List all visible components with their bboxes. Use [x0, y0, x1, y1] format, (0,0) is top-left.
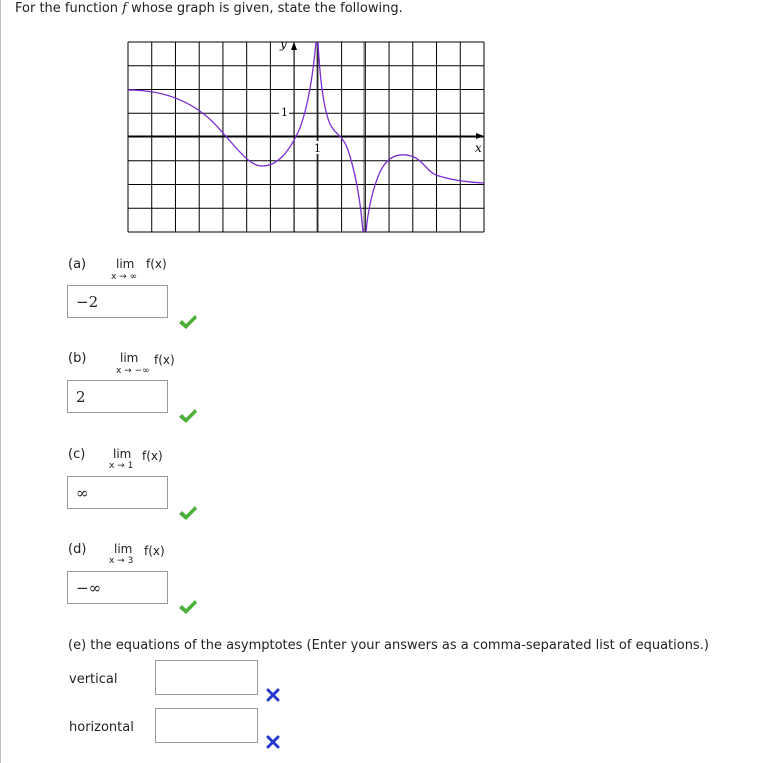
- correct-check-icon: [178, 505, 198, 521]
- part-c-answer-field[interactable]: ∞: [67, 476, 168, 509]
- correct-check-icon: [178, 408, 198, 424]
- part-a-answer-field[interactable]: −2: [67, 285, 168, 318]
- part-b-label: (b): [68, 351, 87, 366]
- part-a-limit: lim x → ∞ f(x): [111, 257, 167, 282]
- incorrect-cross-icon: [266, 688, 280, 702]
- x-axis: [128, 133, 484, 139]
- part-d-answer-field[interactable]: −∞: [67, 571, 168, 604]
- vertical-label: vertical: [69, 672, 118, 687]
- part-b-limit: lim x → −∞ f(x): [116, 351, 175, 376]
- part-d-limit: lim x → 3 f(x): [109, 542, 165, 566]
- problem-prompt: For the function f whose graph is given, state the following.: [15, 1, 403, 16]
- x-axis-arrow-icon: [476, 133, 484, 139]
- curve-left-branch: [128, 42, 316, 166]
- correct-check-icon: [178, 314, 198, 330]
- part-c-limit: lim x → 1 f(x): [109, 447, 163, 471]
- y-axis-arrow-icon: [291, 42, 297, 50]
- x-tick-label: 1: [314, 142, 321, 155]
- graph-grid: [128, 42, 484, 232]
- horizontal-asymptote-input[interactable]: [155, 708, 258, 743]
- part-c-label: (c): [68, 447, 86, 462]
- horizontal-label: horizontal: [69, 720, 134, 735]
- part-a-label: (a): [68, 257, 87, 272]
- vertical-asymptote-input[interactable]: [155, 660, 258, 695]
- y-axis-label: y: [280, 37, 287, 51]
- function-graph: [0, 0, 762, 240]
- y-tick-label: 1: [281, 106, 288, 119]
- curve-right-branch: [366, 155, 484, 232]
- incorrect-cross-icon: [266, 735, 280, 749]
- part-e-instructions: (e) the equations of the asymptotes (Enter your answers as a comma-separated list of equations.): [68, 638, 709, 653]
- part-b-answer-field[interactable]: 2: [67, 380, 168, 413]
- part-d-label: (d): [68, 542, 87, 557]
- correct-check-icon: [178, 599, 198, 615]
- x-axis-label: x: [475, 141, 482, 155]
